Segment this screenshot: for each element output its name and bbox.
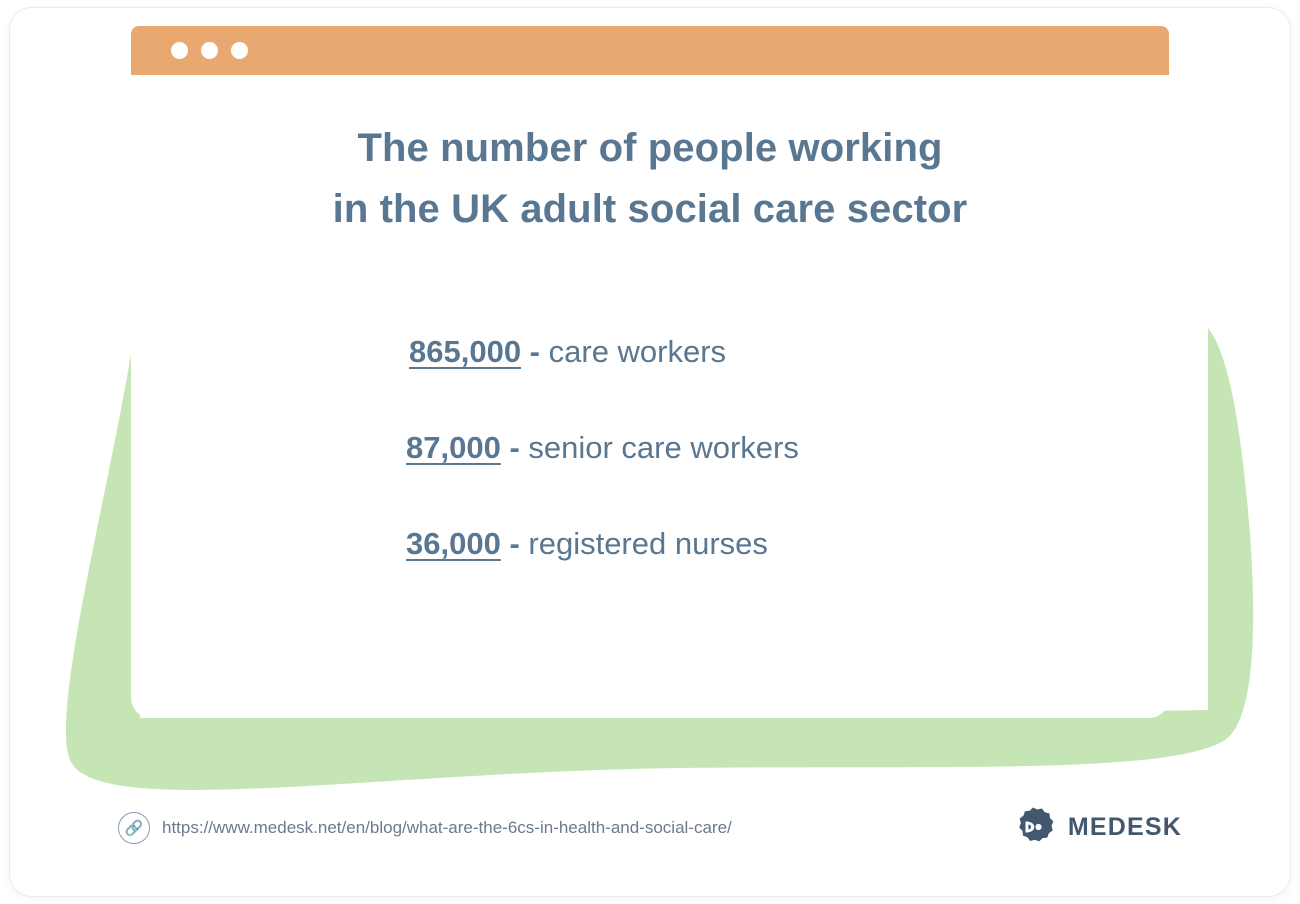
source-url-text: https://www.medesk.net/en/blog/what-are-the-6cs-in-health-and-social-care/ xyxy=(162,818,732,837)
stat-label: senior care workers xyxy=(528,430,799,465)
close-dot-icon[interactable] xyxy=(171,42,188,59)
source-link[interactable] xyxy=(118,812,732,844)
list-item xyxy=(0,334,1300,430)
medesk-logo-mark-icon xyxy=(1012,806,1054,848)
brand-logo xyxy=(1012,806,1182,848)
stat-separator: - xyxy=(500,430,529,465)
minimize-dot-icon[interactable] xyxy=(201,42,218,59)
stat-label: care workers xyxy=(548,334,727,369)
link-icon: 🔗 xyxy=(118,812,150,844)
statistics-list xyxy=(0,334,1300,622)
maximize-dot-icon[interactable] xyxy=(231,42,248,59)
stat-number: 36,000 xyxy=(406,526,501,561)
stat-number: 865,000 xyxy=(409,334,522,369)
browser-titlebar xyxy=(131,26,1169,75)
stat-separator: - xyxy=(521,334,549,369)
stat-number: 87,000 xyxy=(406,430,501,465)
list-item xyxy=(0,526,1300,622)
page-title xyxy=(0,118,1300,240)
list-item xyxy=(0,430,1300,526)
window-controls xyxy=(171,42,248,59)
stat-label: registered nurses xyxy=(528,526,768,561)
page-title-line-1: The number of people working xyxy=(357,126,943,170)
brand-name: MEDESK xyxy=(1067,812,1182,841)
page-title-line-2: in the UK adult social care sector xyxy=(332,186,968,231)
stat-separator: - xyxy=(500,526,529,561)
